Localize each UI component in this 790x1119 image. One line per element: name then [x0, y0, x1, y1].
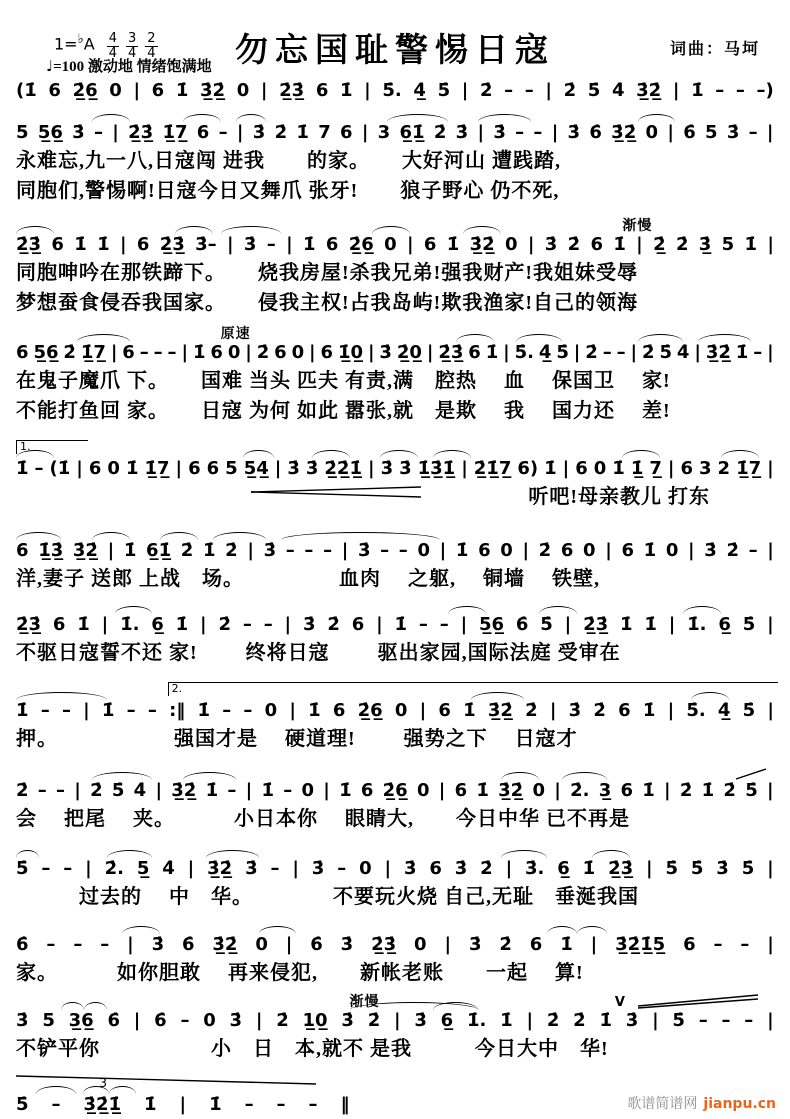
song-title: 勿忘国耻警惕日寇 [235, 33, 555, 70]
expression-text: 激动地 情绪饱满地 [87, 59, 212, 75]
notation-line: 5̇ – 3̲̇2̲̇1̲̇ 1̇ | 1̇ – – – ‖ [16, 1092, 350, 1118]
notation-line: 2̲̇3̲̇ 6 1̇ | 1̇. 6̲ 1̇ | 2̇ – – | 3̇ 2̇ 6 | 1̇ – – | 5̲6̲ 6̇ 5̇ | 2̲̇3̲̇ 1̇ 1̇ | 1̇. 6̲ 5̇ | [16, 612, 774, 638]
crescendo-hairpin [251, 486, 421, 498]
notation-line: 6 1̲̇3̲̇ 3̲̇2̲̇ | 1̇ 6̲1̲̇ 2̇ 1̇ 2̇ | 3̇ – – – | 3̇ – – 0 | 1̇ 6 0 | 2̇ 6 0 | 6 1̇ 0 | 3̇ 2̇ – | [16, 538, 774, 564]
crescendo-lines [638, 994, 758, 1008]
ritardando-label: 渐慢 [622, 219, 653, 234]
glissando-line [16, 1074, 316, 1086]
triplet-number: 3 [99, 1076, 108, 1090]
lyrics-line: 会 把尾 夹。 小日本你 眼睛大, 今日中华 已不再是 [16, 808, 630, 830]
lyrics-line: 押。 强国才是 硬道理! 强势之下 日寇才 [16, 728, 578, 750]
lyrics-line: 洋,妻子 送郎 上战 场。 血肉 之躯, 铜墙 铁壁, [16, 568, 600, 590]
lyrics-line: 不驱日寇誓不还 家! 终将日寇 驱出家园,国际法庭 受审在 [16, 642, 621, 664]
breath-mark: V [614, 995, 625, 1010]
notation-line: 1̇ – – | 1̇ – – :‖ 1̇ – – 0 | 1̇ 6 2̲̇6̲ 0 | 6 1̇ 3̲̇2̲̇ 2̇ | 3̇ 2̇ 6 1̇ | 5̇. 4̲̇ 5̇ | [16, 698, 774, 724]
key-text: 1=♭A [54, 32, 95, 54]
footer-site-link[interactable]: jianpu.cn [703, 1096, 776, 1112]
lyrics-line: 家。 如你胆敢 再来侵犯, 新帐老账 一起 算! [16, 962, 584, 984]
ritardando-label: 渐慢 [349, 995, 380, 1010]
notation-line: 5̇ – – | 2̇. 5̲ 4̇ | 3̲̇2̲̇ 3̇ – | 3̇ – 0 | 3̇ 6 3̇ 2̇ | 3̇. 6̲ 1̇ 2̲̇3̲̇ | 5̇ 5̇ 3̇ 5̇ | [16, 856, 774, 882]
time-signature-4-4: $\frac{4}{4}$ [108, 31, 117, 62]
credit: 词曲：马坷 [669, 41, 760, 58]
footer [627, 1093, 776, 1113]
a-tempo-label: 原速 [220, 327, 251, 342]
music-system [16, 538, 774, 594]
music-system [16, 440, 774, 512]
tempo-marking: ♩=100 激动地 情绪饱满地 [46, 57, 212, 75]
notation-line: (1̇ 6 2̲̇6̲ 0 | 6 1̇ 3̲̇2̲̇ 0 | 2̲̇3̲̇ 6 1̇ | 5̇. 4̲̇ 5̇ | 2̇ – – | 2̇ 5̇ 4̇ 3̲̇2̲̇ | 1̇ – – –) [16, 80, 774, 101]
notation-line: 2̲̇3̲̇ 6 1̇ 1̇ | 6 2̲̇3̲̇ 3̇– | 3̇ – | 1̇ 6 2̲̇6̲ 0 | 6 1̇ 3̲̇2̲̇ 0 | 3̇ 2̇ 6 1̇ | 2̲̇ 2̇ 3̲̇ 5 1̇ | [16, 232, 774, 258]
music-system [16, 78, 774, 104]
notation-line: 6 5̲6̲ 2̇ 1̲̇7̲ | 6 – – – | 1̇ 6 0 | 2̇ 6 0 | 6 1̲̇0̲ | 3̇ 2̲̇0̲ | 2̲̇3̲̇ 6 1̇ | 5̇. 4̲̇ 5̇ | 2̇ – – | 2̇ 5̇ 4̇ | 3̲̇2̲̇ 1̇ – | [16, 340, 774, 366]
volta-bracket-2: 2. [168, 682, 778, 696]
music-system [16, 995, 774, 1064]
lyrics-line: 听吧!母亲教儿 打东 [528, 486, 710, 508]
music-system [16, 327, 774, 426]
time-signature-2-4: $\frac{2}{4}$ [147, 31, 156, 62]
lyrics-line: 同胞们,警惕啊!日寇今日又舞爪 张牙! 狼子野心 仍不死, [16, 180, 560, 202]
lyrics-line: 在鬼子魔爪 下。 国难 当头 匹夫 有责,满 腔热 血 保国卫 家! [16, 370, 671, 392]
time-signature-3-4: $\frac{3}{4}$ [127, 31, 137, 62]
lyrics-line: 永难忘,九一八,日寇闯 进我 的家。 大好河山 遭践踏, [16, 150, 561, 172]
notation-line: 3̇ 5 3̲6̲ 6̇ | 6̇ – 0 3̇ | 2̇ 1̲0̲ 3̇ 2̇ | 3̇ 6̲ 1̇. 1̇ | 2̇ 2̇ 1̇ 3̇ | 5̇ – – – | [16, 1008, 774, 1034]
flat-icon: ♭ [77, 32, 84, 47]
footer-site-name: 歌谱简谱网 [627, 1097, 698, 1112]
lyrics-line: 梦想蚕食侵吞我国家。 侵我主权!占我岛屿!欺我渔家!自己的领海 [16, 292, 638, 314]
music-system [16, 932, 774, 988]
volta-bracket-1: 1. [16, 440, 88, 454]
notation-line: 5 5̲6̲ 3̇ – | 2̲̇3̲̇ 1̲̇7̲ 6 – | 3̇ 2̇ 1̇ 7 6 | 3 6̲1̲̇ 2̇ 3̇ | 3̇ – – | 3̇ 6̇ 3̲̇2̲̇ 0 | 6̇ 5 3̇ – | [16, 120, 774, 146]
sheet-header [16, 0, 774, 75]
music-system [16, 778, 774, 834]
lyrics-line: 不能打鱼回 家。 日寇 为何 如此 嚣张,就 是欺 我 国力还 差! [16, 400, 671, 422]
music-system [16, 856, 774, 912]
lyrics-line: 过去的 中 华。 不要玩火烧 自己,无耻 垂涎我国 [16, 886, 639, 908]
music-system [16, 682, 774, 754]
music-system [16, 219, 774, 318]
music-system [16, 612, 774, 668]
notation-line: 6̇ – – – | 3̇ 6̇ 3̲̇2̲̇ 0 | 6̇ 3̇ 2̲̇3̲̇ 0 | 3̇ 2̇ 6 1̇ | 3̲̇2̲̇1̲̇5̲ 6 – – | [16, 932, 774, 958]
quarter-note-icon: ♩ [46, 57, 54, 75]
lyrics-line: 不铲平你 小 日 本,就不 是我 今日大中 华! [16, 1038, 609, 1060]
notation-line: 2̇ – – | 2̇ 5̇ 4̇ | 3̲̇2̲̇ 1̇ – | 1̇ – 0 | 1̇ 6 2̲̇6̲ 0 | 6 1̇ 3̲̇2̲̇ 0 | 2̇. 3̲ 6 1̇ | 2̇ 1̇ 2̇ 5̇ | [16, 778, 774, 804]
lyrics-line: 同胞呻吟在那铁蹄下。 烧我房屋!杀我兄弟!强我财产!我姐妹受辱 [16, 262, 638, 284]
music-system [16, 120, 774, 206]
slide-up-line [736, 768, 766, 780]
notation-line: 1̇ – (1̇ | 6 0 1̇ 1̲̇7̲ | 6 6 5 5̲4̲ | 3̇ 3̇ 2̲̇2̲̇1̲̇ | 3̇ 3̇ 1̲̇3̲̇1̲̇ | 2̲̇1̲̇7̲ 6) 1̇ | 6 0 1̇ 1̲̇ 7̲ | 6 3 2 1̲̇7̲ | [16, 456, 774, 482]
